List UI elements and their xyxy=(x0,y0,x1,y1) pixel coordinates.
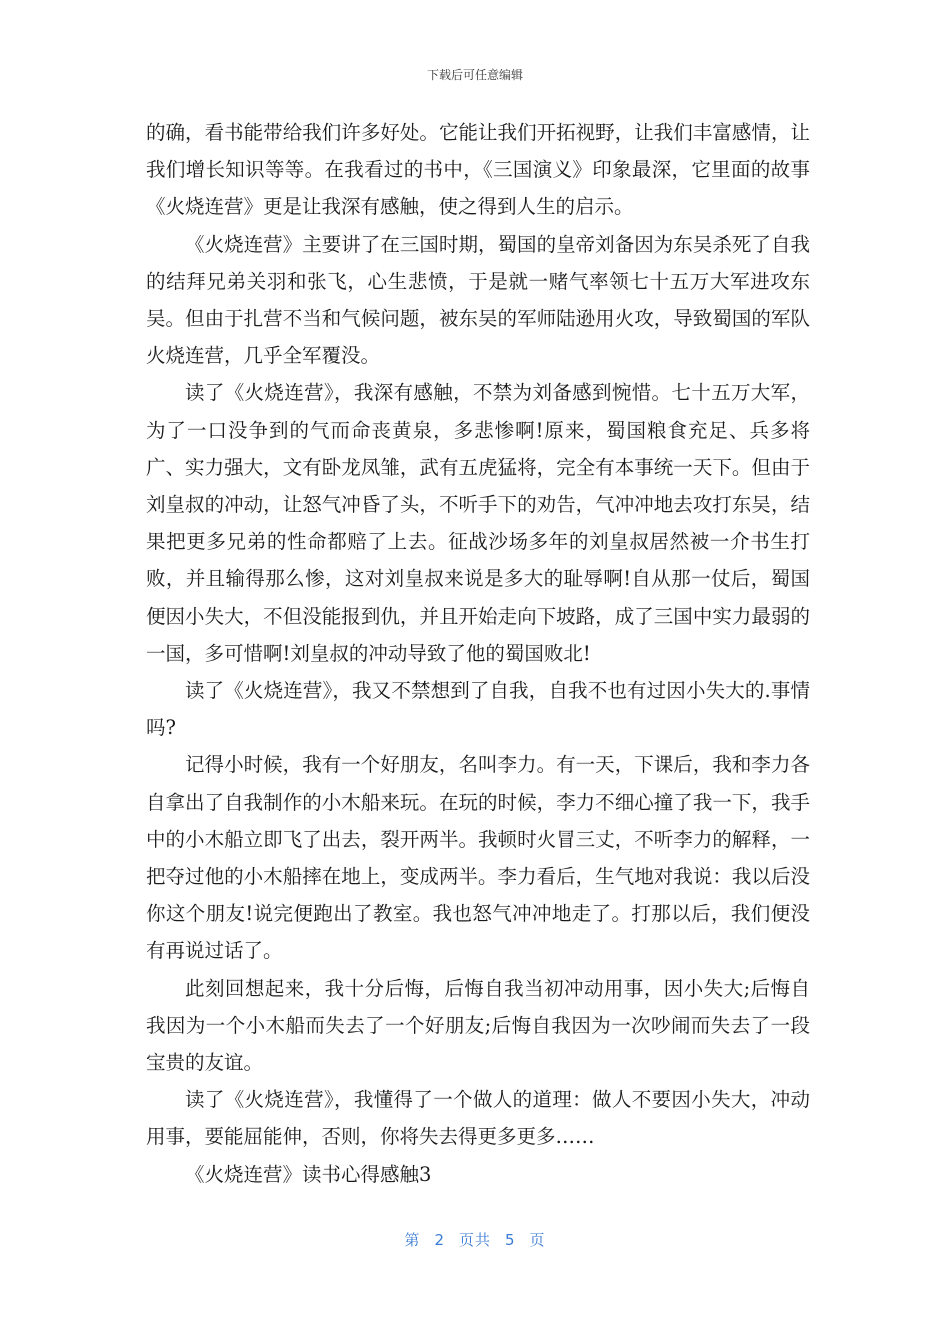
footer-middle: 页共 xyxy=(458,1231,491,1249)
document-body xyxy=(146,114,810,1193)
page-header: 下载后可任意编辑 xyxy=(426,68,523,82)
paragraph-2: 《火烧连营》主要讲了在三国时期，蜀国的皇帝刘备因为东吴杀死了自我的结拜兄弟关羽和张飞，心生悲愤，于是就一赌气率领七十五万大军进攻东吴。但由于扎营不当和气候问题，被东吴的军师陆逊用火攻，导致蜀国的军队火烧连营，几乎全军覆没。 xyxy=(146,232,810,368)
paragraph-1: 的确，看书能带给我们许多好处。它能让我们开拓视野，让我们丰富感情，让我们增长知识等等。在我看过的书中，《三国演义》印象最深，它里面的故事《火烧连营》更是让我深有感触，使之得到人生的启示。 xyxy=(146,121,810,219)
paragraph-6: 此刻回想起来，我十分后悔，后悔自我当初冲动用事，因小失大;后悔自我因为一个小木船而失去了一个好朋友;后悔自我因为一次吵闹而失去了一段宝贵的友谊。 xyxy=(146,976,810,1075)
footer-prefix: 第 xyxy=(404,1231,421,1249)
section-title: 《火烧连营》读书心得感触3 xyxy=(185,1162,432,1186)
paragraph-5: 记得小时候，我有一个好朋友，名叫李力。有一天，下课后，我和李力各自拿出了自我制作的小木船来玩。在玩的时候，李力不细心撞了我一下，我手中的小木船立即飞了出去，裂开两半。我顿时火冒三丈，不听李力的解释，一把夺过他的小木船摔在地上，变成两半。李力看后，生气地对我说：我以后没你这个朋友!说完便跑出了教室。我也怒气冲冲地走了。打那以后，我们便没有再说过话了。 xyxy=(146,753,810,963)
paragraph-7: 读了《火烧连营》，我懂得了一个做人的道理：做人不要因小失大，冲动用事，要能屈能伸，否则，你将失去得更多更多…… xyxy=(146,1088,810,1149)
paragraph-3: 读了《火烧连营》，我深有感触，不禁为刘备感到惋惜。七十五万大军，为了一口没争到的气而命丧黄泉，多悲惨啊!原来，蜀国粮食充足、兵多将广、实力强大，文有卧龙凤雏，武有五虎猛将，完全有本事统一天下。但由于刘皇叔的冲动，让怒气冲昏了头，不听手下的劝告，气冲冲地去攻打东吴，结果把更多兄弟的性命都赔了上去。征战沙场多年的刘皇叔居然被一介书生打败，并且输得那么惨，这对刘皇叔来说是多大的耻辱啊!自从那一仗后，蜀国便因小失大，不但没能报到仇，并且开始走向下坡路，成了三国中实力最弱的一国，多可惜啊!刘皇叔的冲动导致了他的蜀国败北! xyxy=(146,381,810,665)
footer-suffix: 页 xyxy=(529,1231,546,1249)
page-footer xyxy=(0,1229,950,1250)
footer-current-page: 2 xyxy=(434,1231,445,1249)
paragraph-4: 读了《火烧连营》，我又不禁想到了自我，自我不也有过因小失大的.事情吗? xyxy=(146,679,810,740)
footer-total-pages: 5 xyxy=(505,1231,516,1249)
